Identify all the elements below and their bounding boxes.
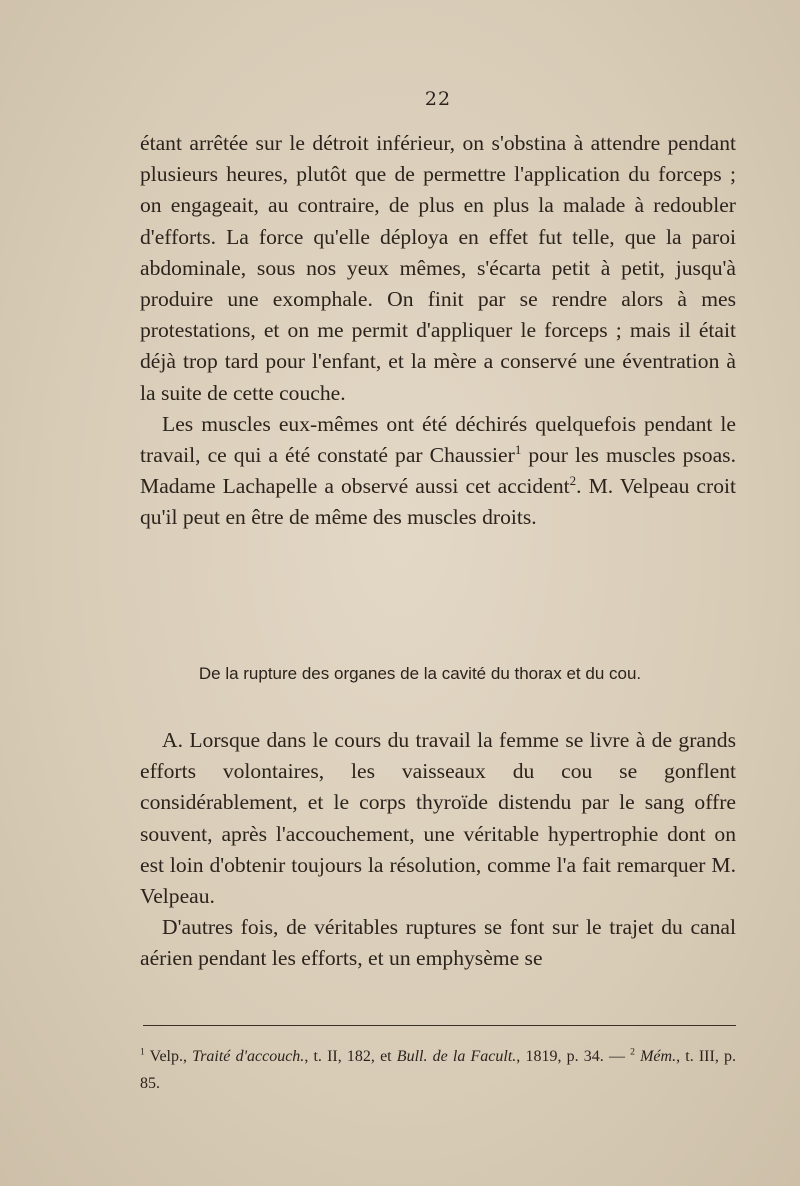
text-run: , t. II, 182, et: [304, 1048, 397, 1065]
text-run: Velp.,: [144, 1048, 193, 1065]
text-run: , 1819, p. 34. —: [516, 1048, 631, 1065]
text-run: . M. Velpeau croit qu'il peut en être de même des muscles droits.: [140, 474, 737, 530]
footnotes: [140, 1043, 736, 1097]
page-number: 22: [424, 88, 452, 110]
paragraph: A. Lorsque dans le cours du travail la femme se livre à de grands efforts volontaires, les vaisseaux du cou se gonflent considérablement, et le corps thyroïde distendu par le sang offre souvent, après l'accouchement, une véritable hypertrophie dont on est loin d'obtenir toujours la résolution, comme l'a fait remarquer M. Velpeau.: [140, 728, 736, 909]
paragraph: D'autres fois, de véritables ruptures se font sur le trajet du canal aérien pendant les efforts, et un emphysème se: [140, 915, 736, 971]
footnote-number: 2: [630, 1046, 635, 1058]
text-run: Les muscles eux-mêmes ont été déchirés quelquefois pendant le travail, ce qui a été constaté par Chaussier: [140, 411, 736, 468]
footnote: [140, 1043, 736, 1097]
body-text: [140, 128, 736, 534]
paragraph: [140, 409, 736, 534]
footnote-ref: 1: [514, 441, 522, 457]
paragraph: étant arrêtée sur le détroit inférieur, on s'obstina à attendre pendant plusieurs heures, plutôt que de permettre l'application du forceps ; on engageait, au contraire, de plus en plus la malade à redoubler d'efforts. La force qu'elle déploya en effet fut telle, que la paroi abdominale, sous nos yeux mêmes, s'écarta petit à petit, jusqu'à produire une exomphale. On finit par se rendre alors à mes protestations, et on me permit d'appliquer le forceps ; mais il était déjà trop tard pour l'enfant, et la mère a conservé une éventration à la suite de cette couche.: [140, 131, 736, 405]
text-run: Mém.: [640, 1048, 677, 1065]
footnote-divider: [143, 1025, 736, 1026]
footnote-ref: 2: [569, 473, 577, 489]
section-heading: De la rupture des organes de la cavité du thorax et du cou.: [198, 664, 642, 683]
text-run: , t. III, p. 85.: [140, 1048, 737, 1092]
footnote-number: 1: [140, 1046, 145, 1058]
text-run: pour les muscles psoas. Madame Lachapelle a observé aussi cet accident: [140, 443, 736, 499]
text-run: Traité d'accouch.: [192, 1048, 305, 1065]
section-text: [140, 725, 736, 975]
text-run: Bull. de la Facult.: [396, 1048, 517, 1065]
